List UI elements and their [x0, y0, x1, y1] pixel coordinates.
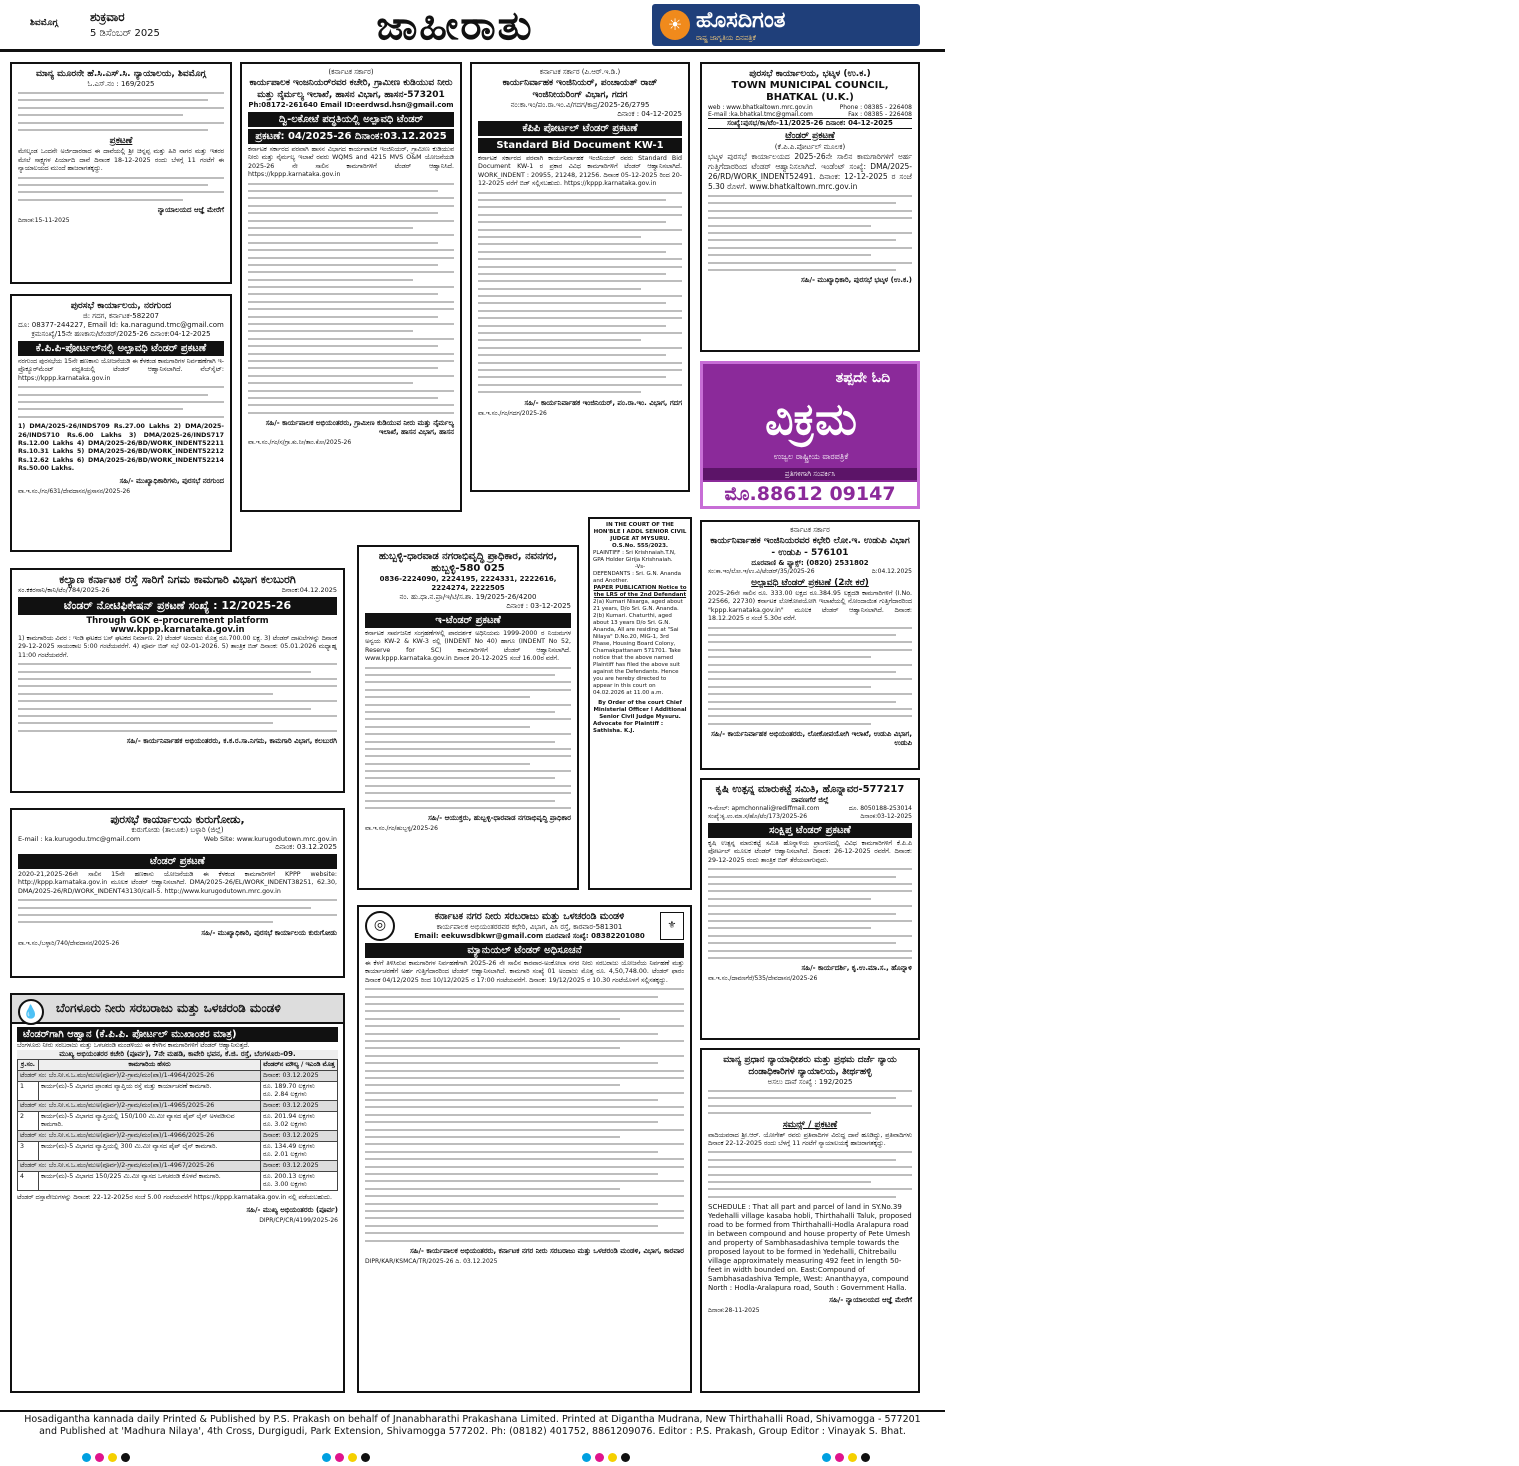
notice-rdws-hassan	[240, 62, 462, 512]
notice-footer-code: ವಾ.ಇ.ಸಂ./ಗಂ/ಸ/ಗ್ರಾ.ಕು.ನೀ/ತಾಂ.ಕೋ/2025-26	[248, 439, 352, 447]
row-amount: ರೂ. 189.70 ಲಕ್ಷಗಳು	[263, 1083, 315, 1091]
notice-title: ಕಾರ್ಯನಿರ್ವಾಹಕ ಇಂಜಿನಿಯರವರ ಕಛೇರಿ ಲೋ.ಇ. ಉಡುಪಿ ವಿಭಾಗ - ಉಡುಪಿ - 576101	[710, 536, 910, 558]
notice-apmc-honnali	[700, 778, 920, 1040]
yellow-dot	[608, 1453, 617, 1462]
notice-reference: ಸಂಖ್ಯೆ:ಪುಸಭ/ಕಾ/ಟೆಂ-11/2025-26 ದಿನಾಂಕ: 04-12-2025	[708, 118, 912, 129]
notice-tmc-kurugodu	[10, 808, 345, 978]
notice-band-number: ಪ್ರಕಟಣೆ: 04/2025-26 ದಿನಾಂಕ:03.12.2025	[248, 129, 454, 144]
notice-band-title: ಕೆಪಿಪಿ ಪೋರ್ಟಲ್ ಟೆಂಡರ್ ಪ್ರಕಟಣೆ	[478, 121, 682, 136]
notice-court-tirthahalli	[700, 1048, 920, 1393]
table-row	[18, 1112, 338, 1131]
notice-footer-code: ವಾ.ಇ.ಸಂ./ದಾವಣಗೆರೆ/535/ದೇವದಾಸನ/2025-26	[708, 975, 818, 983]
row-work: ಕಾರ್ಯ(ಮ)-5 ವಿಭಾಗದ ವ್ಯಾಪ್ತಿಯಲ್ಲಿ 150/100 ಮಿ.ಮೀ ವ್ಯಾಸದ ಪೈಪ್ ಲೈನ್ ಅಳವಡಿಸುವ ಕಾಮಗಾರಿ.	[39, 1112, 261, 1131]
notice-reference: ಕ್ರಮಸಂಖ್ಯೆ/15ನೇ ಹಣಕಾಸು/ಟೆಂಡರ್/2025-26 ದಿನಾಂಕ:04-12-2025	[31, 330, 211, 338]
notice-reference: ಸಂಖ್ಯೆ:ಕೃ.ಉ.ಮಾ.ಸ/ಹೊ/ಟೆಂ/173/2025-26	[708, 813, 808, 820]
notice-date: ದಿನಾಂಕ : 03-12-2025	[506, 602, 571, 610]
notice-title: ಕಾರ್ಯನಿರ್ವಾಹಕ ಇಂಜಿನಿಯರ್, ಪಂಚಾಯತ್ ರಾಜ್ ಇಂಜಿನೀಯರಿಂಗ್ ವಿಭಾಗ, ಗದಗ	[502, 78, 658, 100]
edition-date: 5 ಡಿಸೆಂಬರ್ 2025	[90, 28, 160, 39]
notice-heading: ಸಮನ್ಸ್ / ಪ್ರಕಟಣೆ	[782, 1119, 838, 1130]
notice-body: 2020-21,2025-26ನೇ ಸಾಲಿನ 15ನೇ ಹಣಕಾಸು ಯೋಜನೆಯಡಿ ಈ ಕೆಳಕಂಡ ಕಾಮಗಾರಿಗಳಿಗೆ KPPP website: http://kppp.karnataka.gov.in ಮೂಲಕ ಟೆಂಡರ್ ಆಹ್ವಾನಿಸಲಾಗಿದೆ. DMA/2025-26/EL/WORK_INDENT38251, 62.30, DMA/2025-26/RD/WORK_INDENT43130/call-5. http://www.kurugodutown.mrc.gov.in	[18, 871, 337, 895]
notice-address: ಜಿ: ಗದಗ, ಕರ್ನಾಟಕ-582207	[83, 312, 159, 320]
magenta-dot	[335, 1453, 344, 1462]
notice-address: ಕಾರ್ಯಪಾಲಕ ಅಭಿಯಂತರರವರ ಕಛೇರಿ, ವಿಭಾಗ, ಪಿಸಿ ರಸ್ತೆ, ಕಾರವಾರ-581301	[436, 923, 623, 931]
vikrama-read-tag: ತಪ್ಪದೇ ಓದಿ	[835, 370, 891, 386]
row-emd: ರೂ. 2.01 ಲಕ್ಷಗಳು	[263, 1151, 307, 1159]
notice-contact: ಮುಖ್ಯ ಅಭಿಯಂತರರ ಕಚೇರಿ (ಪೂರ್ವ), 7ನೇ ಮಹಡಿ, ಕಾವೇರಿ ಭವನ, ಕೆ.ಜಿ. ರಸ್ತೆ, ಬೆಂಗಳೂರು-09.	[17, 1050, 338, 1059]
notice-signature: ಸಹಿ/- ಕಾರ್ಯನಿರ್ವಾಹಕ ಅಭಿಯಂತರರು, ಕ.ಕ.ರ.ಸಾ.ನಿಗಮ, ಕಾಮಗಾರಿ ವಿಭಾಗ, ಕಲಬುರಗಿ	[126, 737, 337, 746]
edition-day: ಶುಕ್ರವಾರ	[90, 10, 125, 24]
imprint-line-2: and Published at 'Madhura Nilaya', 4th Cross, Durgigudi, Park Extension, Shivamogga 577202. Ph: (08182) 401752, 8861209076. Editor : P.S. Prakash, Group Editor : Vinayak S. Bhat.	[39, 1426, 906, 1437]
row-ref: ಟೆಂಡರ್ ಸಂ: ಬೆಂ.ನೀ.ಸ.ಒ.ಮಂ/ಮುಅ(ಪೂರ್ವ)/2-ಗ್ರಾಮ/ಮಂ(ಪಾ)/1-4964/2025-26	[18, 1071, 261, 1082]
masthead	[652, 4, 1519, 46]
notice-reference: ಸಂ.ಕಕರಸಾನಿ/ಕಾನಿ/ಟೆಂ/784/2025-26	[18, 586, 110, 594]
notice-body: ವಾದಿಯವರಾದ ಶ್ರೀ.ಆರ್. ಯೋಗೇಶ್ ರವರು ಪ್ರತಿವಾದಿಗಳ ವಿರುದ್ಧ ದಾವೆ ಹೂಡಿದ್ದು, ಪ್ರತಿವಾದಿಗಳು ದಿನಾಂಕ 22-12-2025 ರಂದು ಬೆಳಗ್ಗೆ 11 ಗಂಟೆಗೆ ನ್ಯಾಯಾಲಯಕ್ಕೆ ಹಾಜರಾಗತಕ್ಕದ್ದು.	[708, 1131, 912, 1147]
notice-phone: Phone : 08385 - 226408	[839, 104, 912, 111]
notice-plaintiff: PLAINTIFF : Sri Krishnaiah.T.N, GPA Holder Girija Krishnaiah.	[593, 550, 676, 563]
notice-band: ಟೆಂಡರ್ ಪ್ರಕಟಣೆ	[18, 854, 337, 869]
notice-footer-code: ವಾ.ಇ.ಸಂ./ಗಂ/631/ದೇವದಾಸನ/ಪ್ರಸಾಸನ/2025-26	[18, 487, 131, 495]
cyan-dot	[322, 1453, 331, 1462]
notice-title: ಪುರಸಭೆ ಕಾರ್ಯಾಲಯ, ನರಗುಂದ	[70, 301, 172, 311]
notice-footer-code: DIPR/CP/CR/4199/2025-26	[259, 1216, 338, 1224]
notice-kkrtc-kalaburagi	[10, 568, 345, 793]
notice-subheading: (ಕೆ.ಪಿ.ಪಿ.ಪೋರ್ಟಲ್ ಮೂಲಕ)	[774, 143, 846, 151]
kuwsdb-logo-icon: ◎	[365, 911, 395, 941]
row-amount: ರೂ. 134.49 ಲಕ್ಷಗಳು	[263, 1143, 315, 1151]
notice-bwssb	[10, 993, 345, 1393]
notice-title: ಮಾನ್ಯ ಮೂರನೇ ಹೆ.ಸಿ.ಎಸ್.ಸಿ. ನ್ಯಾಯಾಲಯ, ಶಿವಮೊಗ್ಗ	[36, 69, 206, 79]
notice-band-title: ದ್ವಿ-ಲಕೋಟೆ ಪದ್ಧತಿಯಲ್ಲಿ ಅಲ್ಪಾವಧಿ ಟೆಂಡರ್	[248, 112, 454, 127]
notice-contact: ದೂ: 08377-244227, Email Id: ka.naragund.tmc@gmail.com	[18, 321, 224, 329]
notice-body: 2025-26ನೇ ಸಾಲಿನ ರೂ. 333.00 ಲಕ್ಷದ ರೂ.384.95 ಲಕ್ಷದಡಿ ಕಾಮಗಾರಿಗಳಿಗೆ (I.No. 22566, 22730) ಕರ್ನಾಟಕ ಲೋಕೋಪಯೋಗಿ ಇಲಾಖೆಯಲ್ಲಿ ನೋಂದಾಯಿತ ಗುತ್ತಿಗೆದಾರರಿಂದ "kppp.karnataka.gov.in" ಮೂಲಕ ಟೆಂಡರ್ ಆಹ್ವಾನಿಸಲಾಗಿದೆ. ದಿನಾಂಕ: 18.12.2025 ರ ಸಂಜೆ 5.30ರ ವರೆಗೆ.	[708, 590, 912, 623]
notice-fax: Fax : 08385 - 226408	[848, 111, 912, 118]
notice-pwd-udupi	[700, 520, 920, 770]
black-dot	[861, 1453, 870, 1462]
vikrama-subtitle: ಉಜ್ವಲ ರಾಷ್ಟ್ರೀಯ ವಾರಪತ್ರಿಕೆ	[773, 452, 849, 461]
notice-title: ಕೃಷಿ ಉತ್ಪನ್ನ ಮಾರುಕಟ್ಟೆ ಸಮಿತಿ, ಹೊನ್ನಾವರ-577217	[715, 784, 905, 795]
notice-subheading: ಕುರುಗೋಡು (ತಾಲೂಕು) ಬಳ್ಳಾರಿ (ಜಿಲ್ಲೆ)	[131, 826, 224, 834]
notice-body: 1) ಕಾಮಗಾರಿಯ ವಿವರ : ಇಂಡಿ ಘಟಕದ ಬಸ್ ಘಟಕದ ನಿರ್ಮಾಣ. 2) ಟೆಂಡರ್ ಅಂದಾಜು ಮೊತ್ತ ರೂ.700.00 ಲಕ್ಷ. 3) ಟೆಂಡರ್ ದಾಖಲೆಗಳನ್ನು ದಿನಾಂಕ 29-12-2025 ಸಾಯಂಕಾಲ 5:00 ಗಂಟೆಯವರೆಗೆ. 4) ಪೂರ್ವ ಬಿಡ್ ಸಭೆ 02-01-2026. 5) ತಾಂತ್ರಿಕ ಬಿಡ್ ದಿನಾಂಕ: 05.01.2026 ಮಧ್ಯಾಹ್ನ 11:00 ಗಂಟೆಯವರೆಗೆ.	[18, 635, 337, 659]
row-ref: ಟೆಂಡರ್ ಸಂ: ಬೆಂ.ನೀ.ಸ.ಒ.ಮಂ/ಮುಅ(ಪೂರ್ವ)/2-ಗ್ರಾಮ/ಮಂ(ಪಾ)/1-4966/2025-26	[18, 1131, 261, 1142]
notice-heading: PAPER PUBLICATION Notice to the LRS of the 2nd Defendant	[593, 585, 687, 598]
notice-signature: ಸಹಿ/- ಕಾರ್ಯಪಾಲಕ ಅಭಿಯಂತರರು, ಗ್ರಾಮೀಣ ಕುಡಿಯುವ ನೀರು ಮತ್ತು ನೈರ್ಮಲ್ಯ ಇಲಾಖೆ, ಹಾಸನ ವಿಭಾಗ, ಹಾಸನ	[265, 419, 454, 437]
notice-website: Web Site: www.kurugodutown.mrc.gov.in	[203, 835, 337, 843]
table-row-ref	[18, 1071, 338, 1082]
notice-website: web : www.bhatkaltown.mrc.gov.in	[708, 104, 813, 111]
notice-band: ಸಂಕ್ಷಿಪ್ತ ಟೆಂಡರ್ ಪ್ರಕಟಣೆ	[708, 823, 912, 838]
notice-tmc-naragund	[10, 294, 232, 552]
notice-date: ದಿನಾಂಕ:28-11-2025	[708, 1307, 760, 1315]
notice-date: ದಿನಾಂಕ: 03.12.2025	[275, 843, 337, 851]
notice-title-english: TOWN MUNICIPAL COUNCIL, BHATKAL (U.K.)	[731, 80, 889, 103]
notice-footer-code: DIPR/KAR/KSMCA/TR/2025-26 ದಿ. 03.12.2025	[365, 1257, 498, 1265]
row-amount: ರೂ. 200.13 ಲಕ್ಷಗಳು	[263, 1173, 315, 1181]
notice-footer-code: ವಾ.ಇ.ಸಂ./ಬಳ್ಳಾರಿ/740/ದೇವದಾಸನ/2025-26	[18, 939, 120, 947]
notice-body: ಕರ್ನಾಟಕ ಸರ್ಕಾರದ ಪರವಾಗಿ ಹಾಸನ ವಿಭಾಗದ ಕಾರ್ಯಪಾಲಕ ಇಂಜಿನಿಯರ್, ಗ್ರಾಮೀಣ ಕುಡಿಯುವ ನೀರು ಮತ್ತು ನೈರ್ಮಲ್ಯ ಇಲಾಖೆ ರವರು WQMS and 4215 MVS O&M ಯೋಜನೆಯಡಿ 2025-26 ನೇ ಸಾಲಿನ ಕಾಮಗಾರಿಗಳಿಗೆ ಟೆಂಡರ್ ಆಹ್ವಾನಿಸಿದೆ. https://kppp.karnataka.gov.in	[248, 146, 454, 179]
notice-date: ದಿನಾಂಕ:15-11-2025	[18, 217, 70, 225]
notice-signature: ಸಹಿ/- ಮುಖ್ಯಾಧಿಕಾರಿ, ಪುರಸಭೆ ಕಾರ್ಯಾಲಯ ಕುರುಗೋಡು	[201, 928, 337, 937]
notice-signature: ಸಹಿ/- ಮುಖ್ಯ ಅಭಿಯಂತರರು (ಪೂರ್ವ)	[246, 1205, 338, 1214]
row-amount: ರೂ. 201.94 ಲಕ್ಷಗಳು	[263, 1113, 315, 1121]
notice-title: ಬೆಂಗಳೂರು ನೀರು ಸರಬರಾಜು ಮತ್ತು ಒಳಚರಂಡಿ ಮಂಡಳಿ	[12, 995, 343, 1024]
notice-court-shivamogga	[10, 62, 232, 284]
row-number: 3	[18, 1142, 39, 1161]
notice-court-mysuru	[588, 517, 692, 890]
notice-pred-gadag	[470, 62, 690, 492]
notice-kuwsdb-karwar	[357, 905, 692, 1393]
notice-band-subtitle: Standard Bid Document KW-1	[478, 138, 682, 153]
notice-tmc-bhatkal	[700, 62, 920, 352]
section-title: ಜಾಹೀರಾತು	[376, 2, 534, 49]
notice-body: ಭಟ್ಕಳ ಪುರಸಭೆ ಕಾರ್ಯಾಲಯದ 2025-26ನೇ ಸಾಲಿನ ಕಾಮಗಾರಿಗಳಿಗೆ ಅರ್ಹ ಗುತ್ತಿಗೆದಾರರಿಂದ ಟೆಂಡರ್ ಆಹ್ವಾನಿಸಲಾಗಿದೆ. ಇಂಡೆಂಟ್ ಸಂಖ್ಯೆ: DMA/2025-26/RD/WORK_INDENT52491. ದಿನಾಂಕ: 12-12-2025 ರ ಸಂಜೆ 5.30 ರೊಳಗೆ. www.bhatkaltown.mrc.gov.in	[708, 152, 912, 191]
notice-indents: 1) DMA/2025-26/INDS709 Rs.27.00 Lakhs 2) DMA/2025-26/INDS710 Rs.6.00 Lakhs 3) DMA/2025-26/INDS717 Rs.12.00 Lakhs 4) DMA/2025-26/BD/WORK_INDENT52211 Rs.10.31 Lakhs 5) DMA/2025-26/BD/WORK_INDENT52212 Rs.12.62 Lakhs 6) DMA/2025-26/BD/WORK_INDENT52214 Rs.50.00 Lakhs.	[18, 423, 224, 473]
row-date: ದಿನಾಂಕ: 03.12.2025	[261, 1101, 338, 1112]
row-date: ದಿನಾಂಕ: 03.12.2025	[261, 1071, 338, 1082]
notice-body: ಕೃಷಿ ಉತ್ಪನ್ನ ಮಾರುಕಟ್ಟೆ ಸಮಿತಿ ಹೊನ್ನಾಳಿಯ ಪ್ರಾಂಗಣದಲ್ಲಿ ವಿವಿಧ ಕಾಮಗಾರಿಗಳಿಗೆ ಕೆ.ಪಿ.ಪಿ ಪೋರ್ಟಲ್ ಮೂಲಕ ಟೆಂಡರ್ ಆಹ್ವಾನಿಸಲಾಗಿದೆ. ದಿನಾಂಕ: 26-12-2025 ರವರೆಗೆ. ದಿನಾಂಕ: 29-12-2025 ರಂದು ತಾಂತ್ರಿಕ ಬಿಡ್ ತೆರೆಯಲಾಗುವುದು.	[708, 840, 912, 864]
emblem-icon: ⚜	[660, 912, 684, 940]
imprint-line-1: Hosadigantha kannada daily Printed & Published by P.S. Prakash on behalf of Jnanabharathi Prakashana Limited. Printed at Digantha Mudrana, New Thirthahalli Road, Shivamogga - 577201	[24, 1414, 921, 1425]
black-dot	[621, 1453, 630, 1462]
cyan-dot	[582, 1453, 591, 1462]
masthead-tagline: ರಾಷ್ಟ್ರ ಜಾಗೃತಿಯ ದಿನಪತ್ರಿಕೆ	[696, 34, 756, 42]
notice-title: ಮಾನ್ಯ ಪ್ರಧಾನ ನ್ಯಾಯಾಧೀಶರು ಮತ್ತು ಪ್ರಥಮ ದರ್ಜೆ ನ್ಯಾಯ ದಂಡಾಧಿಕಾರಿಗಳ ನ್ಯಾಯಾಲಯ, ತೀರ್ಥಹಳ್ಳಿ	[723, 1055, 897, 1077]
notice-signature: ಸಹಿ/- ಕಾರ್ಯನಿರ್ವಾಹಕ ಇಂಜಿನಿಯರ್, ಪಂ.ರಾ.ಇಂ. ವಿಭಾಗ, ಗದಗ	[524, 398, 682, 407]
notice-body: ಈ ಕೆಳಗೆ ತಿಳಿಸಿರುವ ಕಾಮಗಾರಿಗಳ ನಿರ್ವಹಣೆಗಾಗಿ 2025-26 ನೇ ಸಾಲಿನ ಕಾರವಾರ-ಅಂಕೋಲಾ ನಗರ ನೀರು ಸರಬರಾಜು ಯೋಜನೆಯ ನಿರ್ವಹಣೆ ಮತ್ತು ಕಾರ್ಯಾಚರಣೆಗೆ ಅರ್ಹ ಗುತ್ತಿಗೆದಾರರಿಂದ ಟೆಂಡರ್ ಆಹ್ವಾನಿಸಲಾಗಿದೆ. ಕಾಮಗಾರಿ ಸಂಖ್ಯೆ 01 ಅಂದಾಜು ಮೊತ್ತ ರೂ. 4,50,748.00. ಟೆಂಡರ್ ಫಾರಂ ದಿನಾಂಕ 04/12/2025 ರಿಂದ 10/12/2025 ರ 17:00 ಗಂಟೆಯವರೆಗೆ. ದಿನಾಂಕ: 19/12/2025 ರ 10.30 ಗಂಟೆಯೊಳಗೆ ಸಲ್ಲಿಸತಕ್ಕದ್ದು.	[365, 960, 684, 984]
notice-phone: ದೂ. 8050188-253014	[848, 805, 912, 812]
notice-reference: ನಂ. ಹು.ಧಾ.ನ.ಪ್ರಾ/ಇ/ಟಿ/ಸ.ಶಾ. 19/2025-26/4200	[399, 593, 537, 601]
cyan-dot	[82, 1453, 91, 1462]
notice-body: ಕರ್ನಾಟಕ ಸಾರ್ವಜನಿಕ ಸಂಗ್ರಹಣೆಗಳಲ್ಲಿ ಪಾರದರ್ಶಕ ಅಧಿನಿಯಮ 1999-2000 ರ ನಿಯಮಗಳ ಅನ್ವಯ KW-2 & KW-3 ರಲ್ಲಿ (INDENT No 40) ಹಾಗೂ (INDENT No 52, Reserve for SC) ಕಾಮಗಾರಿಗಳಿಗೆ ಟೆಂಡರ್ ಆಹ್ವಾನಿಸಲಾಗಿದೆ. www.kppp.karnataka.gov.in ದಿನಾಂಕ 20-12-2025 ಸಂಜೆ 16.00ರ ವರೆಗೆ.	[365, 630, 571, 663]
notice-email: E-mail :ka.bhatkal.tmc@gmail.com	[708, 111, 813, 118]
notice-title: ಹುಬ್ಬಳ್ಳಿ-ಧಾರವಾಡ ನಗರಾಭಿವೃದ್ಧಿ ಪ್ರಾಧಿಕಾರ, ನವನಗರ, ಹುಬ್ಬಳ್ಳಿ-580 025	[378, 551, 558, 574]
registration-marks-left	[80, 1447, 132, 1466]
notice-heading: ಟೆಂಡರ್ ಪ್ರಕಟಣೆ	[785, 131, 835, 141]
notice-band: ಇ-ಟೆಂಡರ್ ಪ್ರಕಟಣೆ	[365, 613, 571, 628]
magenta-dot	[95, 1453, 104, 1462]
notice-district: ದಾವಣಗೆರೆ ಜಿಲ್ಲೆ	[791, 796, 829, 804]
notice-footer-code: ವಾ.ಇ.ಸಂ./ಗಂ/ಗದಗ/2025-26	[478, 409, 547, 417]
masthead-name: ಹೊಸದಿಗಂತ	[696, 8, 786, 33]
registration-marks-right	[820, 1447, 872, 1466]
row-ref: ಟೆಂಡರ್ ಸಂ: ಬೆಂ.ನೀ.ಸ.ಒ.ಮಂ/ಮುಅ(ಪೂರ್ವ)/2-ಗ್ರಾಮ/ಮಂ(ಪಾ)/1-4965/2025-26	[18, 1101, 261, 1112]
notice-body: 2(a) Kumari Nisarga, aged about 21 years, D/o Sri. G.N. Ananda. 2(b) Kumari. Chaturthi, aged about 13 years D/o Sri. G.N. Ananda, All are residing at "Sai Nilaya" D.No.20, MIG-1, 3rd Phase, Housing Board Colony, Chamakpattanam 571701. Take notice that the above named Plaintiff has filed the above suit against the Defendants. Hence you are hereby directed to appear in this court on 04.02.2026 at 11.00 a.m.	[593, 599, 683, 696]
notice-signature: ಸಹಿ/- ಮುಖ್ಯಾಧಿಕಾರಿ, ಪುರಸಭೆ ಭಟ್ಕಳ (ಉ.ಕ.)	[801, 276, 912, 285]
notice-org: (ಕರ್ನಾಟಕ ಸರ್ಕಾರ)	[328, 68, 374, 76]
row-work: ಕಾರ್ಯ(ಮ)-5 ವಿಭಾಗದ ಪ್ರಾಂತದ ವ್ಯಾಪ್ತಿಯ ರಸ್ತೆ ಮತ್ತು ಕಾರ್ಯಾಚರಣೆ ಕಾಮಗಾರಿ.	[39, 1082, 261, 1101]
notice-note: ಟೆಂಡರ್ ದಸ್ತಾವೇಜುಗಳನ್ನು ದಿನಾಂಕ: 22-12-2025ರ ಸಂಜೆ 5.00 ಗಂಟೆಯವರೆಗೆ https://kppp.karnataka.gov.in ನಲ್ಲಿ ಪಡೆಯಬಹುದು.	[17, 1194, 333, 1202]
notice-defendants: DEFENDANTS : Sri. G.N. Ananda and Another.	[593, 571, 682, 584]
notice-date: ದಿನಾಂಕ : 04-12-2025	[617, 110, 682, 118]
notice-email: ಇ-ಮೇಲ್: apmchonnali@rediffmail.com	[708, 805, 820, 812]
column-header-work: ಕಾಮಗಾರಿಯ ಹೆಸರು	[39, 1060, 261, 1071]
notice-subheading: Through GOK e-procurement platform www.kppp.karnataka.gov.in	[86, 616, 269, 635]
notice-body: ಮೇಲ್ಕಂಡ ಒಂದನೇ ಅರ್ಜಿದಾರರಾದ ಈ ದಾವೆಯಲ್ಲಿ ಶ್ರೀ ಚಿನ್ನಪ್ಪ ಮತ್ತು ಹಿರಿ ನಾಗರ ಮತ್ತು ಇತರರ ಮೇಲೆ ಸಾಕ್ಷ್ಯಗಳ ಪಿರ್ಯಾದಿ ದಾವೆ ದಿನಾಂಕ 18-12-2025 ರಂದು ಬೆಳಗ್ಗೆ 11 ಗಂಟೆಗೆ ಈ ನ್ಯಾಯಾಲಯದ ಮುಂದೆ ಹಾಜರಾಗತಕ್ಕದ್ದು.	[18, 148, 224, 173]
row-date: ದಿನಾಂಕ: 03.12.2025	[261, 1161, 338, 1172]
vikrama-contact-label: ಪ್ರತಿಗಳಿಗಾಗಿ ಸಂಪರ್ಕಿಸಿ	[703, 468, 917, 480]
notice-schedule: SCHEDULE : That all part and parcel of land in SY.No.39 Yedehalli village kasaba hobli, Thirthahalli Taluk, proposed road to be formed from Thirthahalli-Hodla Aralapura road in between compound and house property of Pete Umesh and property of Sambhasadashiva temple towards the proposed layout to be formed in Yedehalli, Chitrebailu village approximately measuring 492 feet in length 50-feet in width bounded on. East:Compound of Sambhasadashiva Temple, West: Ananthayya, compound North : Hodla-Aralapura road, South : Government Halla.	[708, 1203, 912, 1293]
edition-city: ಶಿವಮೊಗ್ಗ	[30, 18, 58, 28]
magenta-dot	[835, 1453, 844, 1462]
column-header-amount: ಟೆಂಡರ್‌ನ ಮೌಲ್ಯ / ಇಎಂಡಿ ಮೊತ್ತ	[261, 1060, 338, 1071]
black-dot	[121, 1453, 130, 1462]
notice-case-number: ಓ.ಎಸ್.ನಂ : 169/2025	[87, 80, 155, 88]
notice-case-number: O.S.No. 555/2023.	[612, 543, 668, 549]
row-ref: ಟೆಂಡರ್ ಸಂ: ಬೆಂ.ನೀ.ಸ.ಒ.ಮಂ/ಮುಅ(ಪೂರ್ವ)/2-ಗ್ರಾಮ/ಮಂ(ಪಾ)/1-4967/2025-26	[18, 1161, 261, 1172]
notice-title: ಕರ್ನಾಟಕ ನಗರ ನೀರು ಸರಬರಾಜು ಮತ್ತು ಒಳಚರಂಡಿ ಮಂಡಳಿ	[434, 911, 625, 922]
notice-body: ನರಗುಂದ ಪುರಸಭೆಯ 15ನೇ ಹಣಕಾಸು ಯೋಜನೆಯಡಿ ಈ ಕೆಳಕಂಡ ಕಾಮಗಾರಿಗಳ ನಿರ್ವಹಣೆಗಾಗಿ ಇ-ಪ್ರೊಕ್ಯೂರ್‌ಮೆಂಟ್ ಪದ್ಧತಿಯಲ್ಲಿ ಟೆಂಡರ್ ಆಹ್ವಾನಿಸಲಾಗಿದೆ. ವೆಬ್‌ಸೈಟ್: https://kppp.karnataka.gov.in	[18, 358, 224, 382]
notice-reference: ನಂ:ಕಾ.ಇಂ/ಪಂ.ರಾ.ಇಂ.ವಿ/ಗದಗ/ಕಾಪ್ರ/2025-26/2795	[510, 101, 650, 109]
notice-versus: -Vs-	[634, 564, 646, 570]
row-number: 4	[18, 1172, 39, 1191]
page-number: ೧೧	[1492, 10, 1519, 38]
notice-signature: By Order of the court Chief Ministerial Officer I Additional Senior Civil Judge Mysuru.	[593, 700, 687, 720]
table-row-ref	[18, 1101, 338, 1112]
notice-reference: ಸಂ:ಕಾ.ಇಂ/ಲೋ.ಇ/ಉ.ವಿ/ಟೆಂಡರ್/35/2025-26	[708, 568, 815, 575]
sun-logo-icon: ☀	[660, 10, 690, 40]
vikrama-advertisement	[700, 361, 920, 509]
notice-org: ಕರ್ನಾಟಕ ಸರ್ಕಾರ	[790, 526, 830, 534]
notice-org: ಕರ್ನಾಟಕ ಸರ್ಕಾರ (ಪಿ.ಆರ್.ಇ.ಡಿ.)	[539, 68, 621, 76]
row-work: ಕಾರ್ಯ(ಮ)-5 ವಿಭಾಗದ ವ್ಯಾಪ್ತಿಯಲ್ಲಿ 300 ಮಿ.ಮೀ ವ್ಯಾಸದ ಪೈಪ್ ಲೈನ್ ಕಾಮಗಾರಿ.	[39, 1142, 261, 1161]
table-row-ref	[18, 1131, 338, 1142]
notice-signature: ಸಹಿ/- ಆಯುಕ್ತರು, ಹುಬ್ಬಳ್ಳಿ-ಧಾರವಾಡ ನಗರಾಭಿವೃದ್ಧಿ ಪ್ರಾಧಿಕಾರ	[428, 814, 571, 823]
notice-body: ಕರ್ನಾಟಕ ಸರ್ಕಾರದ ಪರವಾಗಿ ಕಾರ್ಯನಿರ್ವಾಹಕ ಇಂಜಿನಿಯರ್ ರವರು Standard Bid Document KW-1 ರ ಪ್ರಕಾರ ವಿವಿಧ ಕಾಮಗಾರಿಗಳಿಗೆ ಟೆಂಡರ್ ಆಹ್ವಾನಿಸಲಾಗಿದೆ. WORK_INDENT : 20955, 21248, 21256. ದಿನಾಂಕ 05-12-2025 ರಿಂದ 20-12-2025 ವರೆಗೆ ಬಿಡ್ ಸಲ್ಲಿಸಬಹುದು. https://kppp.karnataka.gov.in	[478, 155, 682, 188]
notice-signature: ಸಹಿ/- ಕಾರ್ಯನಿರ್ವಾಹಕ ಅಭಿಯಂತರರು, ಲೋಕೋಪಯೋಗಿ ಇಲಾಖೆ, ಉಡುಪಿ ವಿಭಾಗ, ಉಡುಪಿ	[711, 730, 912, 748]
row-number: 1	[18, 1082, 39, 1101]
bwssb-logo-icon: 💧	[18, 999, 44, 1025]
notice-heading: ಅಲ್ಪಾವಧಿ ಟೆಂಡರ್ ಪ್ರಕಟಣೆ (2ನೇ ಕರೆ)	[751, 578, 869, 588]
black-dot	[361, 1453, 370, 1462]
notice-phone: 0836-2224090, 2224195, 2224331, 2222616, 2224274, 2222505	[379, 575, 557, 592]
notice-title: ಕಲ್ಯಾಣ ಕರ್ನಾಟಕ ರಸ್ತೆ ಸಾರಿಗೆ ನಿಗಮ ಕಾಮಗಾರಿ ವಿಭಾಗ ಕಲಬುರಗಿ	[59, 573, 296, 586]
notice-date: ದಿ:04.12.2025	[871, 568, 912, 575]
row-emd: ರೂ. 2.84 ಲಕ್ಷಗಳು	[263, 1091, 307, 1099]
table-row	[18, 1082, 338, 1101]
notice-signature: ಸಹಿ/- ಕಾರ್ಯದರ್ಶಿ, ಕೃ.ಉ.ಮಾ.ಸ., ಹೊನ್ನಾಳಿ	[801, 964, 912, 973]
table-row	[18, 1142, 338, 1161]
registration-marks-center-right	[580, 1447, 632, 1466]
notice-title: ಪುರಸಭೆ ಕಾರ್ಯಾಲಯ ಕುರುಗೋಡು,	[110, 813, 245, 826]
notice-signature: ಸಹಿ/- ಕಾರ್ಯಪಾಲಕ ಅಭಿಯಂತರರು, ಕರ್ನಾಟಕ ನಗರ ನೀರು ಸರಬರಾಜು ಮತ್ತು ಒಳಚರಂಡಿ ಮಂಡಳಿ, ವಿಭಾಗ, ಕಾರವಾರ	[409, 1246, 684, 1255]
notice-advocate: Advocate for Plaintiff : Sathisha. K.J.	[593, 721, 664, 734]
imprint-line	[20, 1414, 925, 1438]
tender-table	[17, 1059, 338, 1191]
notice-band: ಮ್ಯಾನುಯಲ್ ಟೆಂಡರ್ ಅಧಿಸೂಚನೆ	[365, 943, 684, 958]
notice-signature: ಸಹಿ/- ಮುಖ್ಯಾಧಿಕಾರಿಗಳು, ಪುರಸಭೆ ನರಗುಂದ	[119, 476, 224, 485]
yellow-dot	[348, 1453, 357, 1462]
magenta-dot	[595, 1453, 604, 1462]
notice-signature: ನ್ಯಾಯಾಲಯದ ಆಜ್ಞೆ ಮೇರೆಗೆ	[157, 206, 224, 215]
notice-email: E-mail : ka.kurugodu.tmc@gmail.com	[18, 835, 141, 843]
notice-title: ಕಾರ್ಯಪಾಲಕ ಇಂಜನಿಯರ್‌ರವರ ಕಚೇರಿ, ಗ್ರಾಮೀಣ ಕುಡಿಯುವ ನೀರು ಮತ್ತು ನೈರ್ಮಲ್ಯ ಇಲಾಖೆ, ಹಾಸನ ವಿಭಾಗ, ಹಾಸನ-573201	[249, 78, 453, 100]
vikrama-phone: ಮೊ.88612 09147	[703, 482, 917, 506]
notice-band: ಕೆ.ಪಿ.ಪಿ-ಪೋರ್ಟಲ್‌ನಲ್ಲಿ ಅಲ್ಪಾವಧಿ ಟೆಂಡರ್ ಪ್ರಕಟಣೆ	[18, 341, 224, 356]
notice-title: IN THE COURT OF THE HON'BLE I ADDL SENIOR CIVIL JUDGE AT MYSURU.	[593, 522, 687, 542]
notice-case-number: ಅಸಲು ದಾವೆ ಸಂಖ್ಯೆ : 192/2025	[767, 1078, 853, 1086]
notice-hdda-hubballi	[357, 545, 579, 890]
notice-footer-code: ವಾ.ಇ.ಸಂ./ಗಂ/ಹುಬ್ಬಳ್ಳಿ/2025-26	[365, 825, 438, 833]
notice-date: ದಿನಾಂಕ:03-12-2025	[860, 813, 912, 820]
row-work: ಕಾರ್ಯ(ಮ)-5 ವಿಭಾಗದ 150/225 ಮಿ.ಮೀ ವ್ಯಾಸದ ಒಳಚರಂಡಿ ಕೊಳವೆ ಕಾಮಗಾರಿ.	[39, 1172, 261, 1191]
notice-heading: ಪ್ರಕಟಣೆ	[109, 136, 133, 147]
column-header-number: ಕ್ರ.ಸಂ.	[18, 1060, 39, 1071]
row-emd: ರೂ. 3.02 ಲಕ್ಷಗಳು	[263, 1121, 307, 1129]
notice-signature: ಸಹಿ/- ನ್ಯಾಯಾಲಯದ ಆಜ್ಞೆ ಮೇರೆಗೆ	[829, 1296, 912, 1305]
table-row	[18, 1172, 338, 1191]
yellow-dot	[108, 1453, 117, 1462]
row-date: ದಿನಾಂಕ: 03.12.2025	[261, 1131, 338, 1142]
notice-date: ದಿನಾಂಕ:04.12.2025	[281, 586, 337, 594]
yellow-dot	[848, 1453, 857, 1462]
vikrama-title: ವಿಕ್ರಮ	[765, 394, 857, 445]
row-emd: ರೂ. 3.00 ಲಕ್ಷಗಳು	[263, 1181, 307, 1189]
notice-contact: Ph:08172-261640 Email ID:eerdwsd.hsn@gmail.com	[248, 101, 454, 109]
notice-intro: ಬೆಂಗಳೂರು ನೀರು ಸರಬರಾಜು ಮತ್ತು ಒಳಚರಂಡಿ ಮಂಡಳಿಯು ಈ ಕೆಳಗಿನ ಕಾಮಗಾರಿಗಳಿಗೆ ಟೆಂಡರ್ ಆಹ್ವಾನಿಸುತ್ತದೆ.	[17, 1042, 250, 1049]
table-header-row	[18, 1060, 338, 1071]
registration-marks-center	[320, 1447, 372, 1466]
table-row-ref	[18, 1161, 338, 1172]
notice-phone: ದೂರವಾಣಿ & ಫ್ಯಾಕ್ಸ್: (0820) 2531802	[751, 559, 869, 567]
row-number: 2	[18, 1112, 39, 1131]
cyan-dot	[822, 1453, 831, 1462]
notice-band: ಟೆಂಡರ್ ನೋಟಿಫಿಕೇಷನ್ ಪ್ರಕಟಣೆ ಸಂಖ್ಯೆ : 12/2025-26	[18, 597, 337, 615]
notice-contact: Email: eekuwsdbkwr@gmail.com ದೂರವಾಣಿ ಸಂಖ್ಯೆ: 08382201080	[414, 932, 645, 940]
notice-title: ಪುರಸಭೆ ಕಾರ್ಯಾಲಯ, ಭಟ್ಕಳ (ಉ.ಕ.)	[749, 69, 871, 79]
notice-band: ಟೆಂಡರ್‌ಗಾಗಿ ಆಹ್ವಾನ (ಕೆ.ಪಿ.ಪಿ. ಪೋರ್ಟಲ್ ಮುಖಾಂತರ ಮಾತ್ರ)	[17, 1027, 338, 1042]
